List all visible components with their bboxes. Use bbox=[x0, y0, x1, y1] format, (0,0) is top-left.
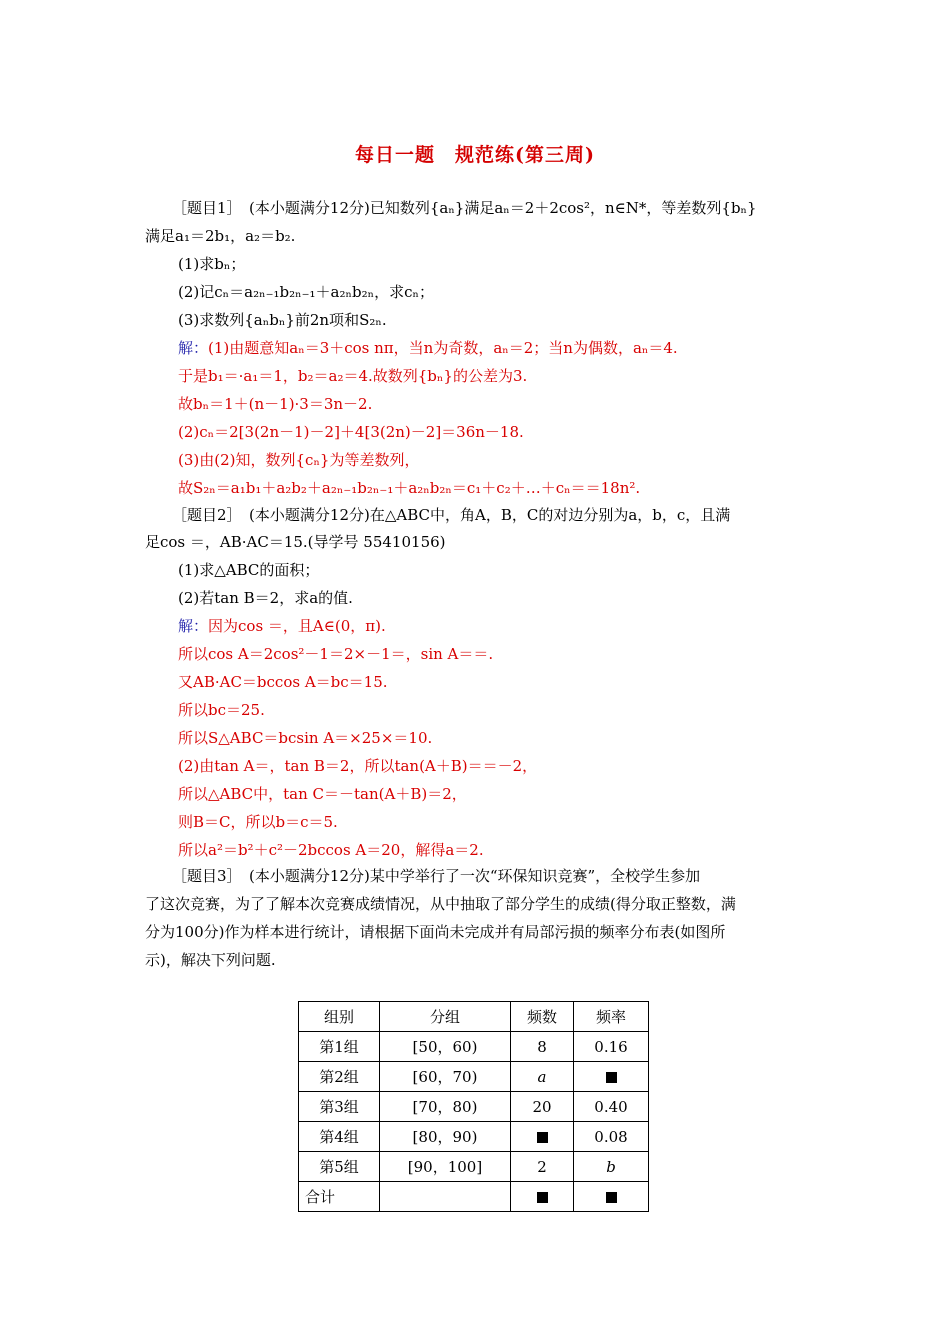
table-row bbox=[299, 1152, 649, 1182]
q1-line-2: 满足a₁＝2b₁，a₂＝b₂. bbox=[145, 227, 296, 245]
table-cell: 2 bbox=[511, 1152, 574, 1182]
table-row bbox=[299, 1182, 649, 1212]
q3-line-2: 了这次竞赛，为了了解本次竞赛成绩情况，从中抽取了部分学生的成绩(得分取正整数，满 bbox=[145, 895, 736, 913]
table-cell: 8 bbox=[511, 1032, 574, 1062]
smudge-square bbox=[537, 1192, 548, 1203]
table-cell bbox=[511, 1182, 574, 1212]
table-header-cell: 组别 bbox=[299, 1002, 380, 1032]
table-cell: 0.08 bbox=[574, 1122, 649, 1152]
q1-part-1: (1)求bₙ； bbox=[178, 255, 246, 273]
table-cell bbox=[574, 1062, 649, 1092]
q1-part-2: (2)记cₙ＝a₂ₙ₋₁b₂ₙ₋₁＋a₂ₙb₂ₙ，求cₙ； bbox=[178, 283, 434, 301]
q1-part-3: (3)求数列{aₙbₙ}前2n项和S₂ₙ. bbox=[178, 311, 387, 329]
table-cell: 第1组 bbox=[299, 1032, 380, 1062]
table-header-cell: 频率 bbox=[574, 1002, 649, 1032]
table-cell: a bbox=[511, 1062, 574, 1092]
q2-solution-3: 又AB·AC＝bccos A＝bc＝15. bbox=[178, 673, 388, 691]
q2-part-1: (1)求△ABC的面积； bbox=[178, 561, 320, 579]
smudge-square bbox=[537, 1132, 548, 1143]
table-row bbox=[299, 1032, 649, 1062]
q2-solution-9: 所以a²＝b²＋c²－2bccos A＝20，解得a＝2. bbox=[178, 841, 484, 859]
table-cell: 0.16 bbox=[574, 1032, 649, 1062]
table-cell: [70，80) bbox=[380, 1092, 511, 1122]
table-row bbox=[299, 1062, 649, 1092]
q2-solution-1-text: 因为cos ＝，且A∈(0，π). bbox=[208, 617, 386, 635]
table-cell: 20 bbox=[511, 1092, 574, 1122]
table-row bbox=[299, 1092, 649, 1122]
table-cell: b bbox=[574, 1152, 649, 1182]
table-cell bbox=[380, 1182, 511, 1212]
table-cell bbox=[574, 1182, 649, 1212]
q1-solution-1 bbox=[178, 338, 678, 358]
table-cell: 第2组 bbox=[299, 1062, 380, 1092]
table-cell: [90，100] bbox=[380, 1152, 511, 1182]
q1-solution-6: 故S₂ₙ＝a₁b₁＋a₂b₂＋a₂ₙ₋₁b₂ₙ₋₁＋a₂ₙb₂ₙ＝c₁＋c₂＋…＋cₙ＝＝18n². bbox=[178, 479, 641, 497]
q2-solution-8: 则B＝C，所以b＝c＝5. bbox=[178, 813, 338, 831]
table-cell: [50，60) bbox=[380, 1032, 511, 1062]
smudge-square bbox=[606, 1072, 617, 1083]
table-cell bbox=[511, 1122, 574, 1152]
q1-solution-1-text: (1)由题意知aₙ＝3＋cos nπ，当n为奇数，aₙ＝2；当n为偶数，aₙ＝4. bbox=[208, 339, 678, 357]
q2-solution-4: 所以bc＝25. bbox=[178, 701, 265, 719]
table-cell: 第5组 bbox=[299, 1152, 380, 1182]
table-cell: [80，90) bbox=[380, 1122, 511, 1152]
q2-solution-6: (2)由tan A＝，tan B＝2，所以tan(A＋B)＝＝－2， bbox=[178, 757, 538, 775]
q3-line-4: 示)，解决下列问题. bbox=[145, 951, 276, 969]
q1-solution-4: (2)cₙ＝2[3(2n－1)－2]＋4[3(2n)－2]＝36n－18. bbox=[178, 423, 524, 441]
table-header-cell: 分组 bbox=[380, 1002, 511, 1032]
q2-solution-label: 解： bbox=[178, 617, 209, 635]
q2-solution-7: 所以△ABC中，tan C＝－tan(A＋B)＝2， bbox=[178, 785, 467, 803]
smudge-square bbox=[606, 1192, 617, 1203]
table-cell: 0.40 bbox=[574, 1092, 649, 1122]
q3-line-3: 分为100分)作为样本进行统计，请根据下面尚未完成并有局部污损的频率分布表(如图所 bbox=[145, 923, 726, 941]
q3-line-1: ［题目3］ (本小题满分12分)某中学举行了一次“环保知识竞赛”，全校学生参加 bbox=[172, 867, 701, 885]
table-header-row bbox=[299, 1002, 649, 1032]
table-row bbox=[299, 1122, 649, 1152]
page-title: 每日一题 规范练(第三周) bbox=[355, 144, 595, 166]
q2-line-2: 足cos ＝，AB·AC＝15.(导学号 55410156) bbox=[145, 533, 446, 551]
frequency-table bbox=[298, 1001, 649, 1212]
q2-line-1: ［题目2］ (本小题满分12分)在△ABC中，角A，B，C的对边分别为a，b，c，且满 bbox=[172, 506, 731, 524]
q2-part-2: (2)若tan B＝2，求a的值. bbox=[178, 589, 353, 607]
q2-solution-1 bbox=[178, 616, 386, 636]
table-cell: 第4组 bbox=[299, 1122, 380, 1152]
q1-line-1: ［题目1］ (本小题满分12分)已知数列{aₙ}满足aₙ＝2＋2cos²，n∈N*，等差数列{bₙ} bbox=[172, 199, 757, 217]
table-header-cell: 频数 bbox=[511, 1002, 574, 1032]
q1-solution-2: 于是b₁＝·a₁＝1，b₂＝a₂＝4.故数列{bₙ}的公差为3. bbox=[178, 367, 528, 385]
table-cell: [60，70) bbox=[380, 1062, 511, 1092]
table-cell: 合计 bbox=[299, 1182, 380, 1212]
q1-solution-label: 解： bbox=[178, 339, 209, 357]
q2-solution-2: 所以cos A＝2cos²－1＝2×－1＝，sin A＝＝. bbox=[178, 645, 494, 663]
q2-solution-5: 所以S△ABC＝bcsin A＝×25×＝10. bbox=[178, 729, 433, 747]
q1-solution-3: 故bₙ＝1＋(n－1)·3＝3n－2. bbox=[178, 395, 373, 413]
table-cell: 第3组 bbox=[299, 1092, 380, 1122]
q1-solution-5: (3)由(2)知，数列{cₙ}为等差数列， bbox=[178, 451, 420, 469]
